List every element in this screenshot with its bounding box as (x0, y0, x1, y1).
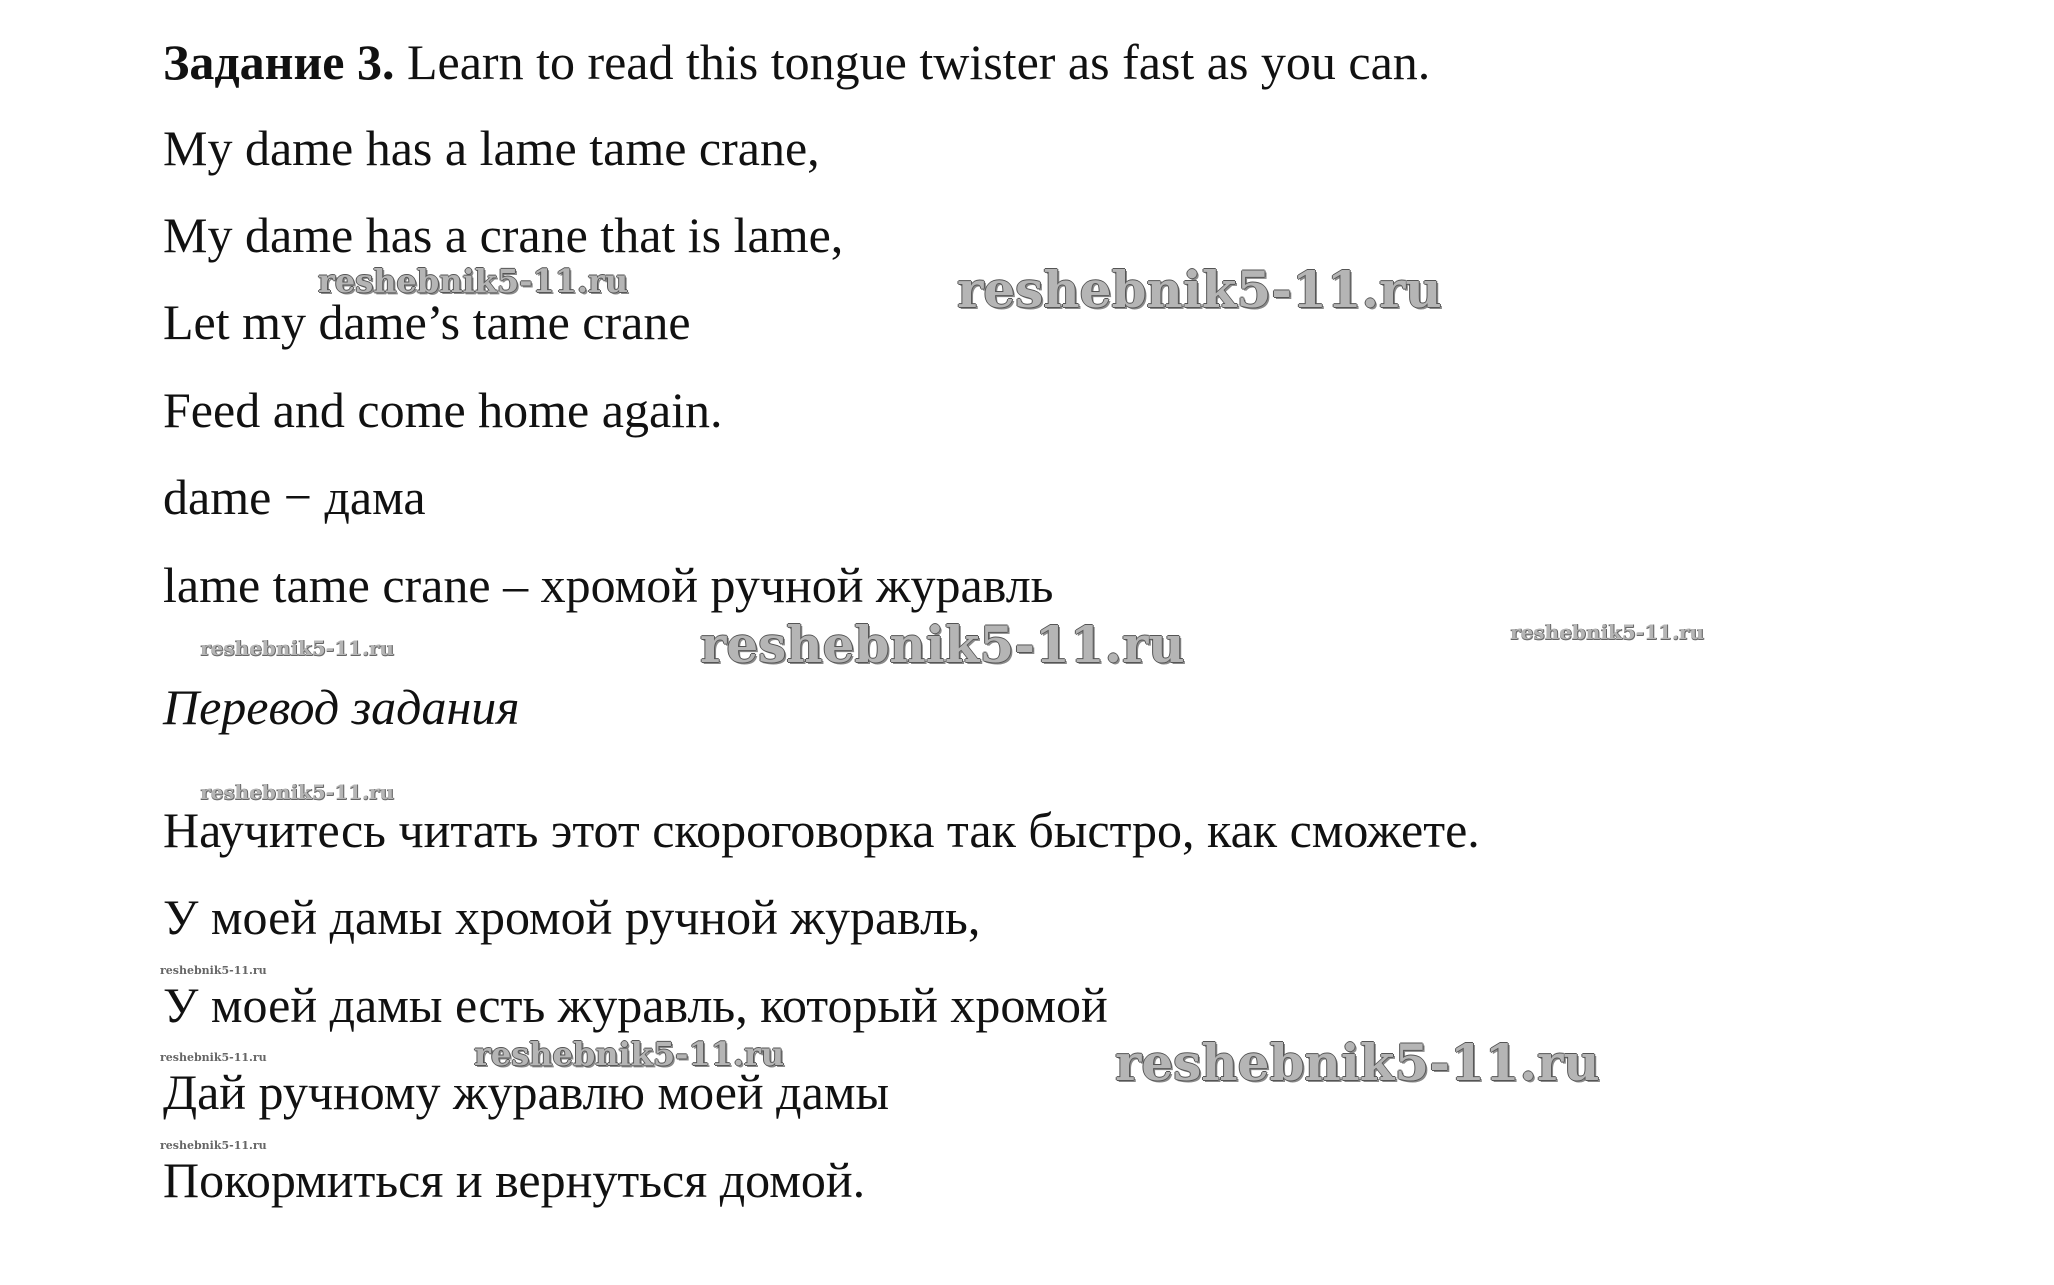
watermark-text: reshebnik5-11.ru (160, 964, 267, 977)
poem-ru-line-1: У моей дамы хромой ручной журавль, (163, 889, 981, 945)
watermark-text: reshebnik5-11.ru (474, 1035, 785, 1073)
poem-en-line-4: Feed and come home again. (163, 382, 723, 438)
watermark-text: reshebnik5-11.ru (200, 636, 394, 660)
vocab-line-2: lame tame crane – хромой ручной журавль (163, 557, 1054, 613)
watermark-text: reshebnik5-11.ru (160, 1139, 267, 1152)
watermark-text: reshebnik5-11.ru (957, 260, 1442, 319)
poem-en-line-3: Let my dame’s tame crane (163, 294, 691, 350)
poem-ru-line-4: Покормиться и вернуться домой. (163, 1152, 866, 1208)
vocab-line-1: dame − дама (163, 469, 426, 525)
poem-en-line-1: My dame has a lame tame crane, (163, 120, 820, 176)
poem-ru-line-3: Дай ручному журавлю моей дамы (163, 1064, 890, 1120)
poem-ru-line-2: У моей дамы есть журавль, который хромой (163, 977, 1108, 1033)
watermark-text: reshebnik5-11.ru (1115, 1033, 1600, 1092)
translation-heading: Перевод задания (163, 679, 520, 735)
task-header (163, 32, 1430, 92)
translation-instruction: Научитесь читать этот скороговорка так быстро, как сможете. (163, 802, 1480, 858)
watermark-text: reshebnik5-11.ru (700, 615, 1185, 674)
task-number: Задание 3. (163, 34, 395, 90)
watermark-text: reshebnik5-11.ru (318, 262, 629, 300)
poem-en-line-2: My dame has a crane that is lame, (163, 207, 844, 263)
watermark-text: reshebnik5-11.ru (1510, 620, 1704, 644)
watermark-text: reshebnik5-11.ru (200, 780, 394, 804)
task-instruction: Learn to read this tongue twister as fast as you can. (407, 34, 1431, 90)
watermark-text: reshebnik5-11.ru (160, 1051, 267, 1064)
